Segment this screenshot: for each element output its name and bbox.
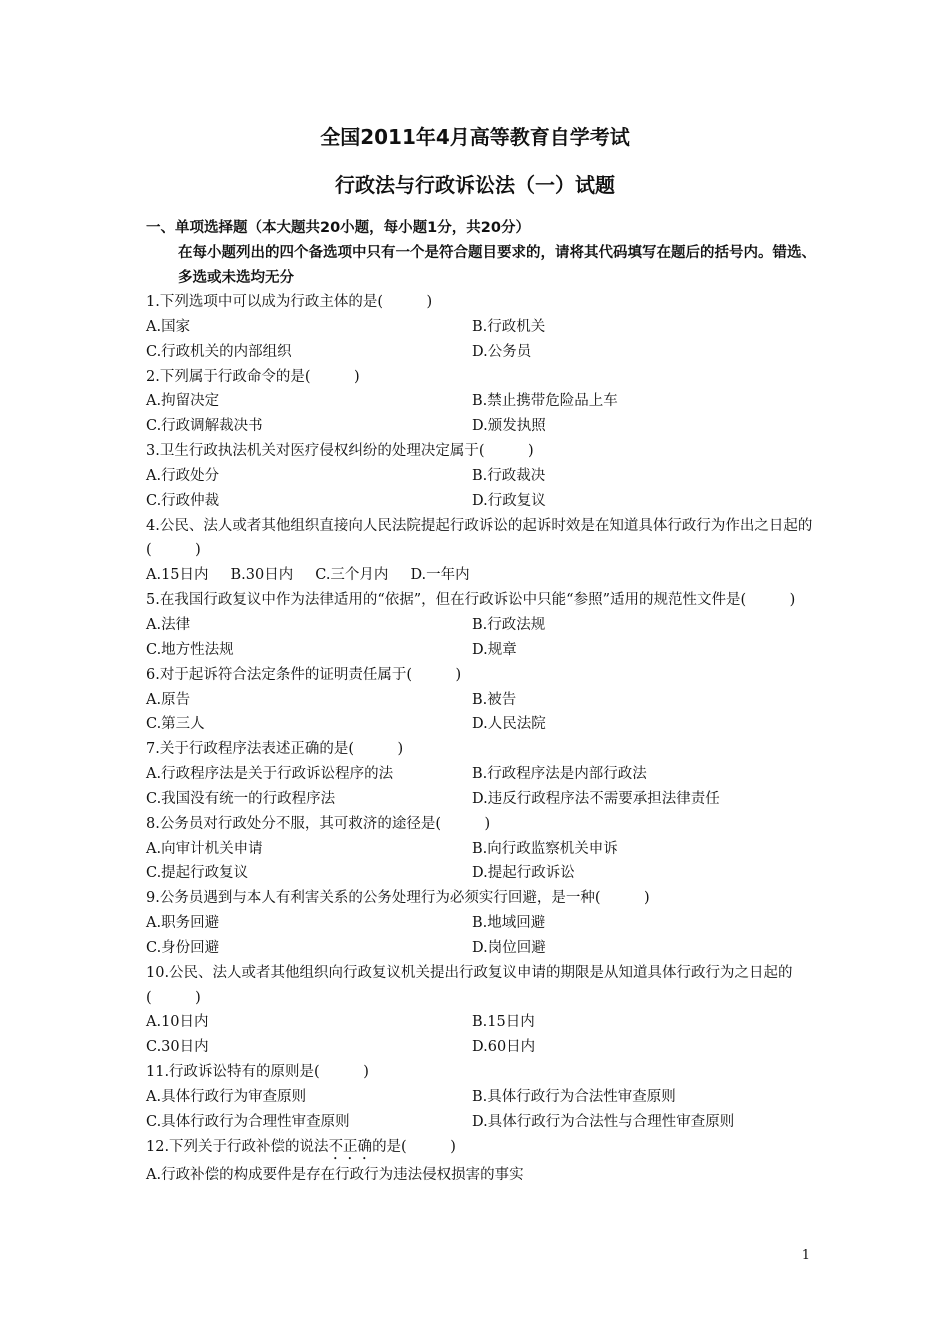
page-number: 1 <box>801 1248 810 1263</box>
option-b: B.被告 <box>472 691 517 708</box>
question-10 <box>146 961 826 1060</box>
question-options <box>146 688 826 738</box>
question-options <box>146 464 826 514</box>
question-stem <box>146 1135 826 1163</box>
option-b: B.行政法规 <box>472 616 546 633</box>
option-a: A.职务回避 <box>146 915 220 932</box>
option-b: B.30日内 <box>230 567 294 584</box>
option-d: D.违反行政程序法不需要承担法律责任 <box>472 790 720 807</box>
option-a: A.国家 <box>146 318 191 335</box>
question-options <box>146 563 826 588</box>
question-options <box>146 762 826 812</box>
option-c: C.我国没有统一的行政程序法 <box>146 790 336 807</box>
option-c: C.具体行政行为合理性审查原则 <box>146 1113 350 1130</box>
option-b: B.禁止携带危险品上车 <box>472 393 618 410</box>
question-12 <box>146 1135 826 1188</box>
question-stem: 9.公务员遇到与本人有利害关系的公务处理行为必须实行回避，是一种( ) <box>146 890 650 907</box>
question-options <box>146 911 826 961</box>
option-c: C.行政仲裁 <box>146 492 220 509</box>
option-d: D.人民法院 <box>472 716 546 733</box>
question-stem: 5.在我国行政复议中作为法律适用的“依据”，但在行政诉讼中只能“参照”适用的规范性文件是( ) <box>146 592 796 609</box>
option-a: A.15日内 <box>146 567 209 584</box>
option-c: C.身份回避 <box>146 939 220 956</box>
option-b: B.具体行政行为合法性审查原则 <box>472 1089 676 1105</box>
option-c: C.行政调解裁决书 <box>146 418 263 435</box>
question-list <box>146 290 826 1188</box>
stem-part: 12.下列关于行政补偿的说法 <box>146 1138 329 1155</box>
option-c: C.第三人 <box>146 716 205 733</box>
question-stem: 11.行政诉讼特有的原则是( ) <box>146 1064 369 1081</box>
option-b: B.行政裁决 <box>472 467 546 484</box>
question-options <box>146 613 826 663</box>
question-stem: 1.下列选项中可以成为行政主体的是( ) <box>146 294 433 310</box>
exam-subject-title: 行政法与行政诉讼法（一）试题 <box>335 173 615 197</box>
option-a: A.原告 <box>146 691 191 708</box>
option-a: A.向审计机关申请 <box>146 840 263 857</box>
option-d: D.一年内 <box>410 567 470 584</box>
option-a: A.法律 <box>146 616 191 633</box>
option-d: D.规章 <box>472 641 517 658</box>
question-7 <box>146 737 826 812</box>
option-b: B.15日内 <box>472 1014 535 1031</box>
question-options <box>146 837 826 887</box>
option-d: D.60日内 <box>472 1039 536 1056</box>
question-8 <box>146 812 826 887</box>
question-stem: 3.卫生行政执法机关对医疗侵权纠纷的处理决定属于( ) <box>146 443 534 460</box>
question-stem: 7.关于行政程序法表述正确的是( ) <box>146 741 404 758</box>
question-options <box>146 315 826 365</box>
question-stem: 10.公民、法人或者其他组织向行政复议机关提出行政复议申请的期限是从知道具体行政行为之日起的( ) <box>146 964 793 1006</box>
option-c: C.地方性法规 <box>146 641 234 658</box>
question-options <box>146 389 826 439</box>
option-d: D.公务员 <box>472 343 532 360</box>
question-4 <box>146 514 826 589</box>
option-b: B.地域回避 <box>472 915 546 932</box>
option-c: C.30日内 <box>146 1039 209 1056</box>
emphasized-negation: 不正确 <box>328 1138 373 1155</box>
question-options <box>146 1010 826 1060</box>
option-a: A.具体行政行为审查原则 <box>146 1089 307 1105</box>
section-instructions: 在每小题列出的四个备选项中只有一个是符合题目要求的，请将其代码填写在题后的括号内。错选、多选或未选均无分 <box>178 245 816 286</box>
question-stem: 4.公民、法人或者其他组织直接向人民法院提起行政诉讼的起诉时效是在知道具体行政行为作出之日起的( ) <box>146 517 813 559</box>
option-b: B.向行政监察机关申诉 <box>472 840 618 857</box>
question-11 <box>146 1060 826 1135</box>
question-5 <box>146 588 826 663</box>
question-3 <box>146 439 826 514</box>
option-d: D.颁发执照 <box>472 418 546 435</box>
question-2 <box>146 365 826 440</box>
option-b: B.行政程序法是内部行政法 <box>472 766 647 783</box>
option-d: D.行政复议 <box>472 492 546 509</box>
option-d: D.提起行政诉讼 <box>472 865 575 882</box>
option-a: A.拘留决定 <box>146 393 220 410</box>
option-a: A.行政程序法是关于行政诉讼程序的法 <box>146 766 394 783</box>
question-stem: 6.对于起诉符合法定条件的证明责任属于( ) <box>146 666 462 683</box>
question-9 <box>146 886 826 961</box>
stem-part: 的是( ) <box>372 1138 456 1155</box>
option-b: B.行政机关 <box>472 318 546 335</box>
option-c: C.行政机关的内部组织 <box>146 343 292 360</box>
question-stem: 2.下列属于行政命令的是( ) <box>146 368 360 385</box>
exam-title: 全国2011年4月高等教育自学考试 <box>320 125 630 149</box>
question-options <box>146 1085 826 1135</box>
option-c: C.提起行政复议 <box>146 865 249 882</box>
section-heading: 一、单项选择题（本大题共20小题，每小题1分，共20分） <box>146 220 530 236</box>
option-d: D.具体行政行为合法性与合理性审查原则 <box>472 1113 735 1130</box>
question-options <box>146 1163 826 1188</box>
option-c: C.三个月内 <box>315 567 389 584</box>
question-6 <box>146 663 826 738</box>
option-d: D.岗位回避 <box>472 939 546 956</box>
option-a: A.行政处分 <box>146 467 220 484</box>
question-1 <box>146 290 826 365</box>
question-stem: 8.公务员对行政处分不服，其可救济的途径是( ) <box>146 815 491 832</box>
option-a: A.10日内 <box>146 1014 209 1031</box>
option-a: A.行政补偿的构成要件是存在行政行为违法侵权损害的事实 <box>146 1166 524 1183</box>
